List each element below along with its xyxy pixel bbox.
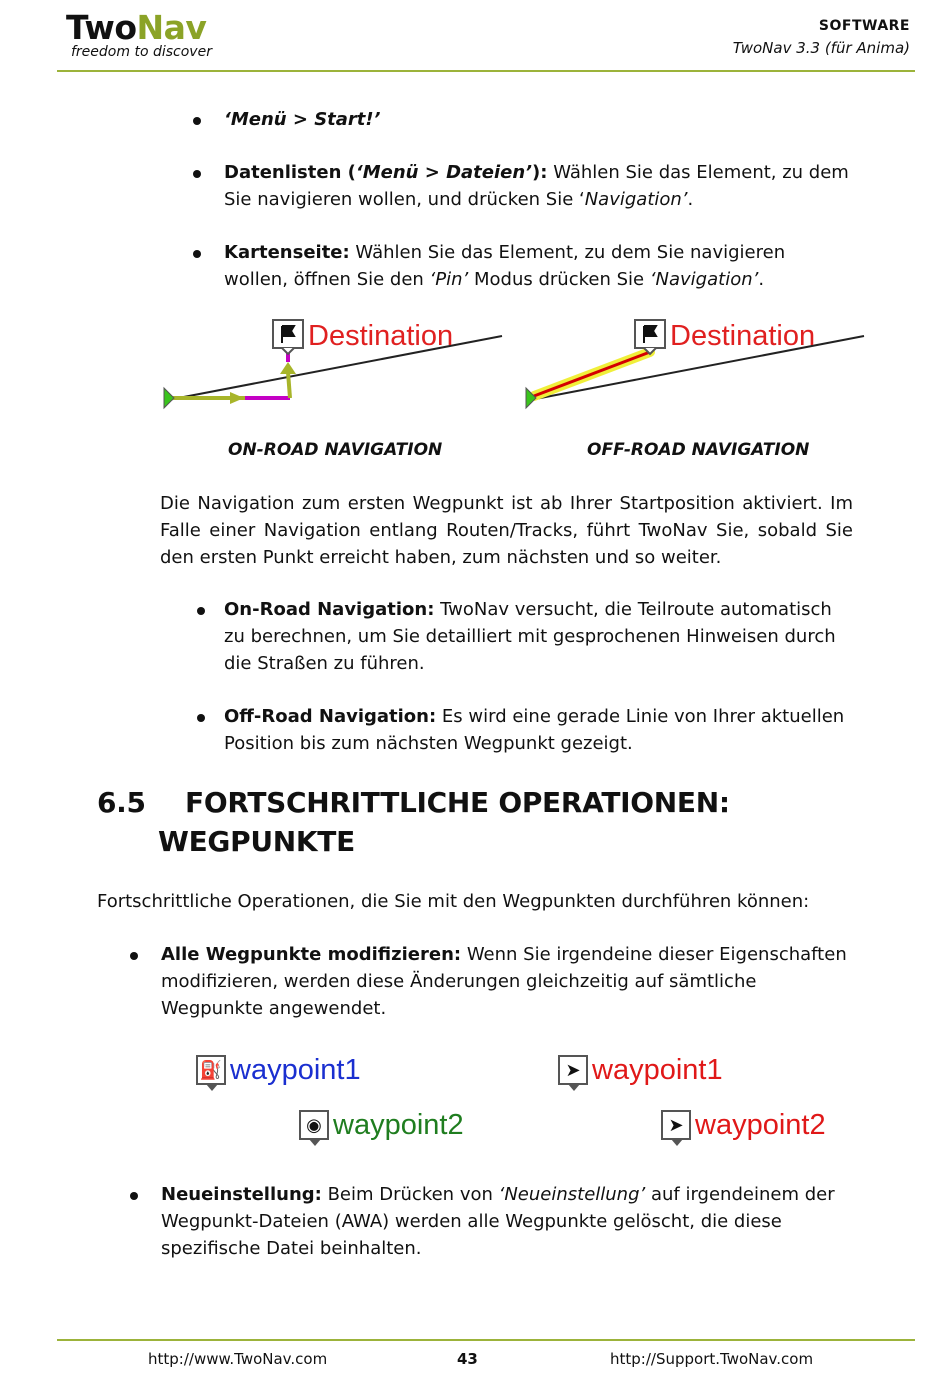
- footer-website-link[interactable]: http://www.TwoNav.com: [148, 1350, 328, 1368]
- bullet-kartenseite: Kartenseite: Wählen Sie das Element, zu dem Sie navigieren wollen, öffnen Sie den ‘Pin’ Modus drücken Sie ‘Navigation’.: [224, 242, 786, 290]
- section-title-line1: FORTSCHRITTLICHE OPERATIONEN:: [185, 786, 730, 819]
- pushpin-icon: ➤: [558, 1055, 588, 1085]
- bullet-off-road: Off-Road Navigation: Es wird eine gerade Linie von Ihrer aktuellen Position bis zum nächsten Wegpunkt gezeigt.: [224, 706, 845, 754]
- bullet-on-road: On-Road Navigation: TwoNav versucht, die Teilroute automatisch zu berechnen, um Sie detailliert mit gesprochenen Hinweisen durch die Straßen zu führen.: [224, 599, 836, 674]
- on-road-diagram: [160, 312, 510, 417]
- bullet-dot: [193, 170, 201, 178]
- bullet-dot: [130, 952, 138, 960]
- page-number: 43: [457, 1350, 478, 1368]
- bullet-menu-start: ‘Menü > Start!’: [224, 109, 381, 130]
- header-version: TwoNav 3.3 (für Anima): [732, 39, 910, 57]
- bullet-dot: [130, 1192, 138, 1200]
- bullet-datenlisten: Datenlisten (‘Menü > Dateien’): Wählen Sie das Element, zu dem Sie navigieren wollen, und drücken Sie ‘Navigation’.: [224, 162, 849, 210]
- waypoint-left-1: ⛽ waypoint1: [196, 1050, 361, 1090]
- waypoint-left-2: ◉ waypoint2: [299, 1105, 464, 1145]
- pushpin-icon: ➤: [661, 1110, 691, 1140]
- header-section: SOFTWARE: [818, 18, 910, 34]
- section-intro: Fortschrittliche Operationen, die Sie mit den Wegpunkten durchführen können:: [97, 891, 810, 912]
- bullet-dot: [193, 250, 201, 258]
- twonav-logo: TwoNav: [66, 8, 207, 47]
- navigation-paragraph: Die Navigation zum ersten Wegpunkt ist ab Ihrer Startposition aktiviert. Im Falle einer Navigation entlang Routen/Tracks, führt TwoNav Sie, sobald Sie den ersten Punkt erreicht haben, zum nächsten und so weiter.: [160, 493, 853, 568]
- bullet-dot: [197, 714, 205, 722]
- on-road-destination-label: Destination: [308, 320, 454, 352]
- on-road-caption: ON-ROAD NAVIGATION: [228, 440, 443, 460]
- footer-rule: [57, 1339, 915, 1341]
- bullet-neueinstellung: Neueinstellung: Beim Drücken von ‘Neueinstellung’ auf irgendeinem der Wegpunkt-Dateien (AWA) werden alle Wegpunkte gelöscht, die diese spezifische Datei beinhalten.: [161, 1184, 835, 1259]
- off-road-destination-label: Destination: [670, 320, 816, 352]
- camera-icon: ◉: [299, 1110, 329, 1140]
- bullet-dot: [197, 607, 205, 615]
- fuel-pump-icon: ⛽: [196, 1055, 226, 1085]
- section-title-line2: WEGPUNKTE: [158, 825, 355, 858]
- section-number: 6.5: [97, 786, 146, 819]
- off-road-caption: OFF-ROAD NAVIGATION: [587, 440, 810, 460]
- footer-support-link[interactable]: http://Support.TwoNav.com: [610, 1350, 814, 1368]
- waypoint-right-1: ➤ waypoint1: [558, 1050, 723, 1090]
- waypoint-right-2: ➤ waypoint2: [661, 1105, 826, 1145]
- off-road-diagram: [522, 312, 872, 417]
- bullet-dot: [193, 117, 201, 125]
- bullet-alle-wegpunkte: Alle Wegpunkte modifizieren: Wenn Sie irgendeine dieser Eigenschaften modifizieren, werden diese Änderungen gleichzeitig auf sämtliche Wegpunkte angewendet.: [161, 944, 847, 1019]
- logo-tagline: freedom to discover: [71, 44, 212, 60]
- header-rule: [57, 70, 915, 72]
